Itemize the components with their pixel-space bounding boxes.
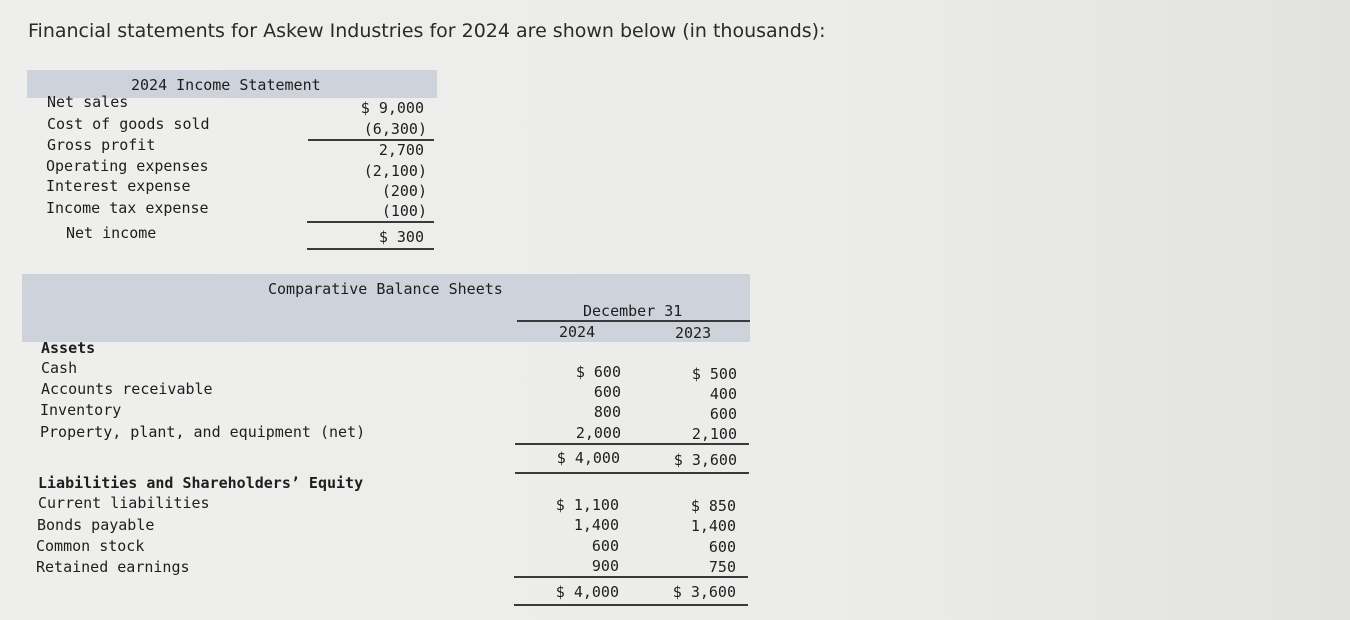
- bs-label-accounts-receivable: Accounts receivable: [41, 380, 213, 398]
- bs-2024-total-liabilities: $ 4,000: [555, 583, 619, 601]
- bs-2023-ppe: 2,100: [691, 425, 737, 443]
- is-value-income-tax: (100): [381, 202, 427, 220]
- is-label-gross-profit: Gross profit: [47, 136, 156, 154]
- balance-sheet-title: Comparative Balance Sheets: [268, 280, 503, 298]
- bs-label-common-stock: Common stock: [36, 537, 145, 555]
- bs-2024-inventory: 800: [593, 403, 621, 421]
- bs-2024-common-stock: 600: [591, 537, 619, 555]
- bs-label-cash: Cash: [41, 359, 78, 377]
- column-header-2024: 2024: [559, 323, 596, 341]
- bs-2023-accounts-receivable: 400: [709, 385, 737, 403]
- bs-2023-cash: $ 500: [691, 365, 737, 383]
- assets-total-rule: [515, 472, 749, 474]
- column-header-2023: 2023: [675, 324, 712, 342]
- is-label-net-income: Net income: [66, 224, 157, 242]
- is-value-operating-expenses: (2,100): [363, 162, 427, 180]
- balance-sheet-period-header: December 31: [583, 302, 683, 320]
- bs-label-ppe: Property, plant, and equipment (net): [40, 423, 366, 441]
- period-header-rule: [517, 320, 750, 322]
- liabilities-heading: Liabilities and Shareholders’ Equity: [38, 474, 364, 492]
- bs-2024-accounts-receivable: 600: [593, 383, 621, 401]
- income-statement-title: 2024 Income Statement: [131, 76, 321, 94]
- is-label-income-tax: Income tax expense: [46, 199, 209, 217]
- bs-2024-retained-earnings: 900: [591, 557, 619, 575]
- bs-label-bonds-payable: Bonds payable: [37, 516, 155, 534]
- is-value-net-sales: $ 9,000: [360, 99, 424, 117]
- bs-2024-current-liabilities: $ 1,100: [555, 496, 619, 514]
- bs-2024-total-assets: $ 4,000: [556, 449, 620, 467]
- is-label-interest-expense: Interest expense: [46, 177, 191, 195]
- assets-subtotal-rule: [515, 443, 749, 445]
- bs-2024-bonds-payable: 1,400: [573, 516, 619, 534]
- liabilities-subtotal-rule: [514, 576, 748, 578]
- is-value-gross-profit: 2,700: [378, 141, 424, 159]
- bs-2023-common-stock: 600: [708, 538, 736, 556]
- page-heading: Financial statements for Askew Industries for 2024 are shown below (in thousands):: [28, 20, 826, 42]
- bs-2023-inventory: 600: [709, 405, 737, 423]
- is-label-operating-expenses: Operating expenses: [46, 157, 209, 175]
- bs-label-current-liabilities: Current liabilities: [38, 494, 210, 512]
- is-label-cogs: Cost of goods sold: [47, 115, 210, 133]
- is-label-net-sales: Net sales: [47, 93, 129, 111]
- bs-2024-cash: $ 600: [575, 363, 621, 381]
- bs-2023-retained-earnings: 750: [708, 558, 736, 576]
- liabilities-total-rule: [514, 604, 748, 606]
- bs-2023-total-liabilities: $ 3,600: [672, 583, 736, 601]
- bs-2024-ppe: 2,000: [575, 424, 621, 442]
- assets-heading: Assets: [41, 339, 96, 357]
- bs-2023-bonds-payable: 1,400: [690, 517, 736, 535]
- is-rule-income-tax: [307, 221, 434, 223]
- bs-2023-current-liabilities: $ 850: [690, 497, 736, 515]
- bs-2023-total-assets: $ 3,600: [673, 451, 737, 469]
- is-rule-net-income: [307, 248, 434, 250]
- bs-label-retained-earnings: Retained earnings: [36, 558, 190, 576]
- is-value-interest-expense: (200): [381, 182, 427, 200]
- is-value-net-income: $ 300: [378, 228, 424, 246]
- bs-label-inventory: Inventory: [40, 401, 122, 419]
- is-value-cogs: (6,300): [363, 120, 427, 138]
